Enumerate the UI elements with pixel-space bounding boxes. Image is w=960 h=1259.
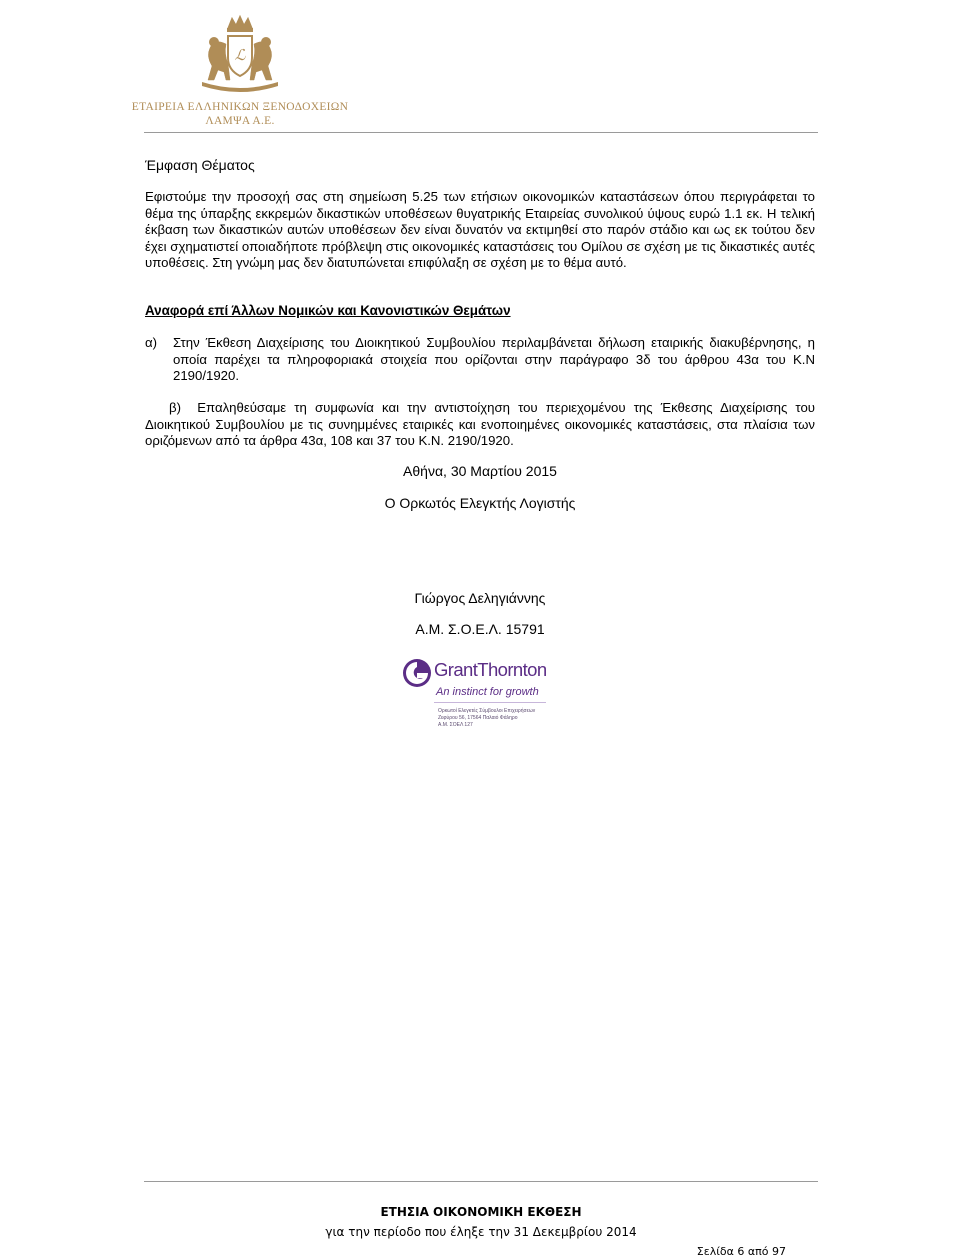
firm-name: GrantThornton (434, 659, 547, 680)
signatory-name: Γιώργος Δεληγιάννης (414, 590, 546, 606)
other-matters-heading: Αναφορά επί Άλλων Νομικών και Κανονιστικών Θεμάτων (145, 303, 511, 318)
list-item-text: Στην Έκθεση Διαχείρισης του Διοικητικού Συμβουλίου περιλαμβάνεται δήλωση εταιρικής διακυβέρνησης, η οποία παρέχει τα πληροφοριακά στοιχεία που ορίζονται στην παράγραφο 3δ του άρθρου 43α του Κ.Ν 2190/1920. (173, 335, 815, 383)
header-divider (144, 132, 818, 133)
list-item (145, 335, 815, 385)
company-name (128, 100, 352, 128)
firm-tagline: An instinct for growth (436, 686, 539, 698)
emphasis-text-2: Η τελική έκβαση των δικαστικών αυτών υποθέσεων δεν είναι δυνατόν να εκτιμηθεί στο παρόν στάδιο και ως εκ τούτου δεν έχει σχηματιστεί οποιαδήποτε πρόβλεψη στις οικονομικές καταστάσεις του Ομίλου σε σχέση με τις δικαστικές αυτές υποθέσεις. Στη γνώμη μας δεν διατυπώνεται επιφύλαξη σε σχέση με το θέμα αυτό. (145, 205, 816, 270)
auditor-firm-stamp (398, 652, 558, 738)
emphasis-title: Έμφαση Θέματος (145, 157, 255, 173)
stamp-line-3: Α.Μ. ΣΟΕΛ 127 (438, 722, 473, 728)
company-name-line1: ΕΤΑΙΡΕΙΑ ΕΛΛΗΝΙΚΩΝ ΞΕΝΟΔΟΧΕΙΩΝ (131, 101, 349, 113)
grant-thornton-logo-icon (402, 658, 432, 688)
footer-title: ΕΤΗΣΙΑ ΟΙΚΟΝΟΜΙΚΗ ΕΚΘΕΣΗ (380, 1205, 582, 1219)
stamp-divider (434, 702, 546, 703)
royal-crest-icon (192, 14, 288, 98)
company-name-line2: ΛΑΜΨΑ Α.Ε. (205, 115, 275, 127)
emphasis-text-1: Εφιστούμε την προσοχή σας στη σημείωση 5.25 των ετήσιων οικονομικών καταστάσεων όπου περιγράφεται το θέμα της ύπαρξης εκκρεμών δικαστικών υποθέσεων θυγατρικής Εταιρείας συνολικού ύψους ευρώ 1.1 εκ. (145, 189, 815, 221)
place-date: Αθήνα, 30 Μαρτίου 2015 (403, 463, 557, 479)
list-item (145, 400, 815, 450)
list-marker: α) (145, 335, 158, 350)
list-item-body: Επαληθεύσαμε τη συμφωνία και την αντιστοίχηση του περιεχομένου της Έκθεσης Διαχείρισης του Διοικητικού Συμβουλίου με τις συνημμένες εταιρικές και ενοποιημένες οικονομικές καταστάσεις, στα πλαίσια των οριζόμενων από τα άρθρα 43α, 108 και 37 του Κ.Ν. 2190/1920. (145, 400, 816, 448)
list-item-text (145, 400, 815, 450)
svg-text:ℒ: ℒ (234, 48, 246, 64)
registration-number: Α.Μ. Σ.Ο.Ε.Λ. 15791 (415, 621, 545, 637)
footer-divider (144, 1181, 818, 1182)
stamp-line-2: Ζεφύρου 56, 17564 Παλαιό Φάληρο (438, 715, 518, 721)
page-number: Σελίδα 6 από 97 (696, 1245, 786, 1258)
auditor-title: Ο Ορκωτός Ελεγκτής Λογιστής (384, 495, 576, 511)
emphasis-paragraph (145, 189, 815, 272)
stamp-line-1: Ορκωτοί Ελεγκτές Σύμβουλοι Επιχειρήσεων (438, 708, 536, 714)
list-marker: β) (169, 400, 181, 415)
footer-subtitle: για την περίοδο που έληξε την 31 Δεκεμβρίου 2014 (325, 1225, 637, 1239)
company-logo (192, 14, 288, 98)
